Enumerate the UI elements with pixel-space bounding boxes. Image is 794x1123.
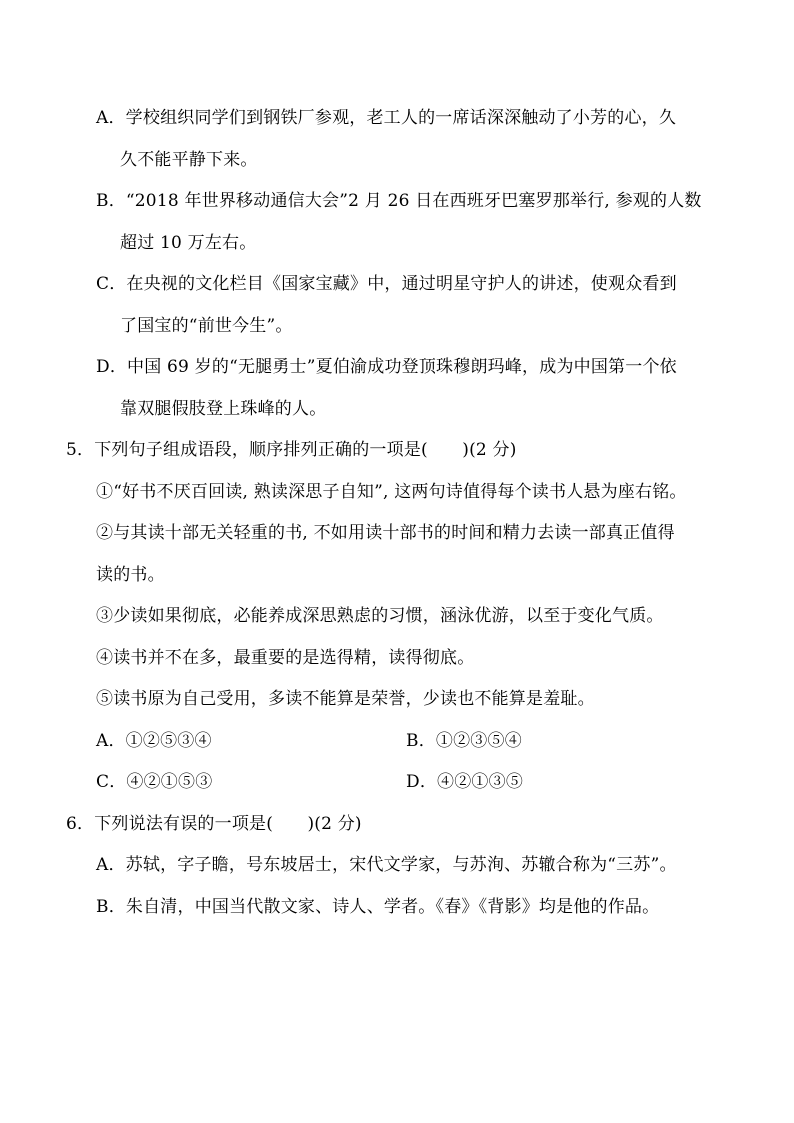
q4-option-c-line2: 了国宝的“前世今生”。 [120, 316, 293, 336]
q5-stem: 5．下列句子组成语段，顺序排列正确的一项是( )(2 分) [66, 440, 517, 460]
q4-option-a-line1: A．学校组织同学们到钢铁厂参观，老工人的一席话深深触动了小芳的心，久 [96, 108, 677, 128]
q6-option-b: B．朱自清，中国当代散文家、诗人、学者。《春》《背影》均是他的作品。 [96, 897, 660, 917]
q5-sentence-2-line2: 读的书。 [96, 565, 165, 585]
q5-sentence-5: ⑤读书原为自己受用，多读不能算是荣誉，少读也不能算是羞耻。 [96, 689, 595, 709]
q4-option-a-line2: 久不能平静下来。 [120, 150, 258, 170]
q6-stem: 6．下列说法有误的一项是( )(2 分) [66, 814, 362, 834]
q5-option-d: D．④②①③⑤ [406, 772, 524, 792]
q5-option-b: B．①②③⑤④ [406, 731, 522, 751]
q4-option-b-line1: B．“2018 年世界移动通信大会”2 月 26 日在西班牙巴塞罗那举行, 参观的人数 [96, 191, 702, 211]
q5-sentence-4: ④读书并不在多，最重要的是选得精，读得彻底。 [96, 648, 475, 668]
q5-sentence-2-line1: ②与其读十部无关轻重的书, 不如用读十部书的时间和精力去读一部真正值得 [96, 523, 675, 543]
q5-sentence-3: ③少读如果彻底，必能养成深思熟虑的习惯，涵泳优游，以至于变化气质。 [96, 606, 664, 626]
q4-option-c-line1: C．在央视的文化栏目《国家宝藏》中，通过明星守护人的讲述，使观众看到 [96, 274, 677, 294]
q4-option-d-line2: 靠双腿假肢登上珠峰的人。 [120, 399, 327, 419]
q5-sentence-1: ①“好书不厌百回读, 熟读深思子自知”, 这两句诗值得每个读书人悬为座右铭。 [96, 482, 687, 502]
q4-option-d-line1: D．中国 69 岁的“无腿勇士”夏伯渝成功登顶珠穆朗玛峰，成为中国第一个依 [96, 357, 677, 377]
q5-option-c: C．④②①⑤③ [96, 772, 213, 792]
q6-option-a: A．苏轼，字子瞻，号东坡居士，宋代文学家，与苏洵、苏辙合称为“三苏”。 [96, 855, 677, 875]
q5-option-a: A．①②⑤③④ [96, 731, 212, 751]
q4-option-b-line2: 超过 10 万左右。 [120, 233, 257, 253]
